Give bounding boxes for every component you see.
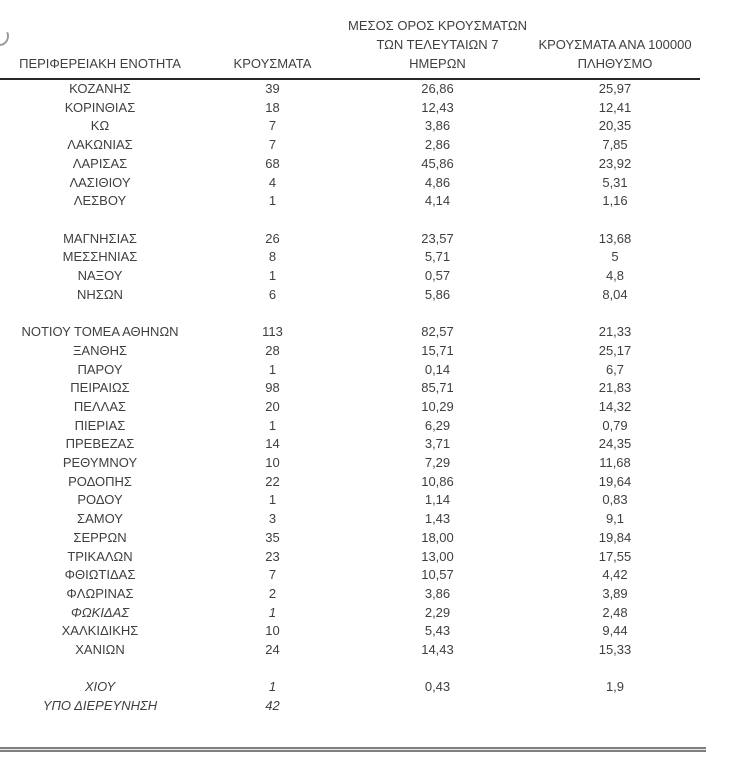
- cell-cases: [200, 660, 345, 679]
- cell-per-100000: 21,33: [598, 324, 632, 340]
- cell-cases: 10: [265, 455, 280, 471]
- cell-cases: 35: [265, 529, 280, 545]
- cell-region: ΝΟΤΙΟΥ ΤΟΜΕΑ ΑΘΗΝΩΝ: [21, 324, 179, 340]
- table-row: [0, 79, 700, 99]
- bottom-double-rule: [0, 747, 706, 752]
- cell-cases: 1: [268, 604, 277, 620]
- cell-7day-average: 0,14: [424, 361, 451, 377]
- cell-per-100000: 24,35: [598, 436, 632, 452]
- table-row: [0, 678, 700, 697]
- table-row: [0, 548, 700, 567]
- column-header-cases: [200, 16, 345, 79]
- cell-7day-average: [345, 697, 530, 716]
- spacer-row: [0, 304, 700, 323]
- cell-cases: 42: [265, 698, 280, 714]
- cell-region: ΛΑΡΙΣΑΣ: [72, 155, 128, 171]
- table-row: [0, 604, 700, 623]
- cell-7day-average: 5,71: [424, 249, 451, 265]
- cell-per-100000: 4,42: [602, 567, 628, 583]
- cell-region: ΦΩΚΙΔΑΣ: [70, 604, 130, 620]
- table-row: [0, 529, 700, 548]
- cell-7day-average: 45,86: [421, 155, 454, 171]
- cell-per-100000: 7,85: [602, 137, 628, 153]
- cell-region: ΛΕΣΒΟΥ: [73, 193, 127, 209]
- cell-per-100000: 13,68: [598, 230, 632, 246]
- cell-7day-average: 82,57: [421, 324, 454, 340]
- cell-cases: 7: [268, 137, 277, 153]
- cell-7day-average: 18,00: [421, 529, 454, 545]
- cell-region: ΚΟΡΙΝΘΙΑΣ: [64, 99, 136, 115]
- cell-7day-average: 5,86: [424, 286, 451, 302]
- table-row: [0, 622, 700, 641]
- table-row: [0, 697, 700, 716]
- table-row: [0, 248, 700, 267]
- cell-per-100000: 11,68: [599, 455, 631, 471]
- cell-cases: 24: [265, 642, 280, 658]
- column-header-line: ΗΜΕΡΩΝ: [409, 56, 466, 71]
- cell-cases: 10: [265, 623, 280, 639]
- table-body: [0, 79, 700, 716]
- cell-region: ΦΘΙΩΤΙΔΑΣ: [64, 567, 136, 583]
- cell-per-100000: 5: [611, 249, 619, 265]
- table-row: [0, 379, 700, 398]
- cell-7day-average: 1,43: [424, 511, 451, 527]
- cell-cases: 1: [268, 492, 277, 508]
- cell-7day-average: 10,29: [421, 398, 454, 414]
- cell-cases: 1: [268, 193, 277, 209]
- spacer-row: [0, 660, 700, 679]
- cell-7day-average: 5,43: [424, 623, 451, 639]
- table-row: [0, 473, 700, 492]
- column-header-line: ΠΕΡΙΦΕΡΕΙΑΚΗ ΕΝΟΤΗΤΑ: [19, 56, 181, 71]
- cell-cases: [200, 304, 345, 323]
- table-row: [0, 99, 700, 118]
- table-row: [0, 641, 700, 660]
- cell-cases: 1: [268, 417, 277, 433]
- table-row: [0, 267, 700, 286]
- cell-cases: [200, 211, 345, 230]
- cell-per-100000: [530, 211, 700, 230]
- cell-per-100000: 6,7: [605, 361, 625, 377]
- column-header-7-day-average: [345, 16, 530, 79]
- table-row: [0, 136, 700, 155]
- cell-per-100000: 4,8: [605, 268, 625, 284]
- cell-region: ΡΟΔΟΥ: [77, 492, 123, 508]
- cell-region: ΤΡΙΚΑΛΩΝ: [67, 548, 133, 564]
- cell-per-100000: 15,33: [598, 642, 632, 658]
- cell-7day-average: [345, 660, 530, 679]
- table-row: [0, 566, 700, 585]
- cell-cases: 28: [265, 342, 280, 358]
- cell-region: ΚΩ: [90, 118, 110, 134]
- cell-per-100000: 23,92: [598, 155, 632, 171]
- table-row: [0, 174, 700, 193]
- cell-region: ΠΑΡΟΥ: [77, 361, 123, 377]
- cell-region: ΛΑΣΙΘΙΟΥ: [69, 174, 131, 190]
- cell-cases: 22: [265, 473, 280, 489]
- cell-region: ΥΠΟ ΔΙΕΡΕΥΝΗΣΗ: [42, 698, 158, 714]
- cell-region: ΧΙΟΥ: [84, 679, 116, 695]
- cell-per-100000: 12,41: [598, 99, 632, 115]
- cell-cases: 68: [265, 155, 280, 171]
- cell-cases: 1: [268, 679, 277, 695]
- cell-7day-average: 15,71: [421, 342, 454, 358]
- cell-per-100000: [530, 304, 700, 323]
- cell-per-100000: 21,83: [598, 380, 632, 396]
- cell-cases: 39: [265, 81, 280, 96]
- cell-per-100000: 14,32: [598, 398, 632, 414]
- table-row: [0, 286, 700, 305]
- cell-region: ΞΑΝΘΗΣ: [72, 342, 128, 358]
- cell-region: ΠΕΛΛΑΣ: [73, 398, 127, 414]
- cell-7day-average: 4,86: [424, 174, 451, 190]
- cell-7day-average: 12,43: [421, 99, 454, 115]
- cell-per-100000: 9,1: [605, 511, 625, 527]
- cases-table: [0, 16, 700, 716]
- cell-7day-average: 10,86: [421, 473, 454, 489]
- cell-cases: 23: [265, 548, 280, 564]
- table-row: [0, 323, 700, 342]
- cell-cases: 18: [265, 99, 280, 115]
- cell-region: ΦΛΩΡΙΝΑΣ: [66, 585, 134, 601]
- cell-region: ΣΕΡΡΩΝ: [73, 529, 127, 545]
- column-header-cases-per-100000: [530, 16, 700, 79]
- cell-7day-average: 0,57: [424, 268, 451, 284]
- cell-region: [0, 211, 200, 230]
- column-header-line: ΠΛΗΘΥΣΜΟ: [577, 56, 653, 71]
- cell-7day-average: 13,00: [421, 548, 454, 564]
- table-row: [0, 454, 700, 473]
- cell-7day-average: 2,29: [424, 604, 451, 620]
- cell-7day-average: [345, 211, 530, 230]
- cell-cases: 26: [265, 230, 280, 246]
- cell-cases: 8: [268, 249, 277, 265]
- cell-7day-average: 7,29: [424, 455, 451, 471]
- table-row: [0, 398, 700, 417]
- cell-cases: 20: [265, 398, 280, 414]
- cell-cases: 7: [268, 567, 277, 583]
- table-row: [0, 510, 700, 529]
- table-row: [0, 435, 700, 454]
- cell-cases: 7: [268, 118, 277, 134]
- cell-per-100000: 1,16: [602, 193, 628, 209]
- cell-region: [0, 660, 200, 679]
- cell-per-100000: 3,89: [602, 585, 628, 601]
- column-header-line: ΤΩΝ ΤΕΛΕΥΤΑΙΩΝ 7: [376, 37, 499, 52]
- cell-7day-average: 85,71: [421, 380, 454, 396]
- cell-region: ΠΡΕΒΕΖΑΣ: [65, 436, 135, 452]
- spacer-row: [0, 211, 700, 230]
- cell-per-100000: 17,55: [598, 548, 632, 564]
- column-header-line: ΜΕΣΟΣ ΟΡΟΣ ΚΡΟΥΣΜΑΤΩΝ: [348, 18, 527, 33]
- cell-cases: 1: [268, 361, 277, 377]
- cell-cases: 2: [268, 585, 277, 601]
- cell-7day-average: 3,71: [424, 436, 451, 452]
- cell-region: [0, 304, 200, 323]
- cell-per-100000: 5,31: [602, 174, 628, 190]
- cell-7day-average: 26,86: [421, 81, 454, 96]
- cell-7day-average: 3,86: [424, 585, 451, 601]
- cell-region: ΜΕΣΣΗΝΙΑΣ: [62, 249, 138, 265]
- cell-region: ΝΗΣΩΝ: [77, 286, 123, 302]
- cell-per-100000: [530, 660, 700, 679]
- table-row: [0, 585, 700, 604]
- cell-per-100000: 25,17: [598, 342, 632, 358]
- table-row: [0, 155, 700, 174]
- cell-7day-average: 3,86: [424, 118, 451, 134]
- cell-region: ΡΟΔΟΠΗΣ: [68, 473, 132, 489]
- cell-region: ΧΑΛΚΙΔΙΚΗΣ: [61, 623, 139, 639]
- cell-cases: 98: [265, 380, 280, 396]
- cell-cases: 1: [268, 268, 277, 284]
- cell-7day-average: [345, 304, 530, 323]
- cell-region: ΚΟΖΑΝΗΣ: [69, 81, 131, 96]
- cell-region: ΜΑΓΝΗΣΙΑΣ: [63, 230, 137, 246]
- table-row: [0, 342, 700, 361]
- cell-region: ΧΑΝΙΩΝ: [75, 642, 125, 658]
- cell-per-100000: 1,9: [605, 679, 625, 695]
- cell-cases: 6: [268, 286, 277, 302]
- cell-7day-average: 6,29: [424, 417, 451, 433]
- cell-region: ΠΙΕΡΙΑΣ: [74, 417, 126, 433]
- cell-per-100000: 8,04: [602, 286, 628, 302]
- column-header-line: ΚΡΟΥΣΜΑΤΑ ΑΝΑ 100000: [538, 37, 692, 52]
- cell-region: ΡΕΘΥΜΝΟΥ: [62, 455, 138, 471]
- cell-cases: 4: [268, 174, 277, 190]
- cell-per-100000: 2,48: [602, 604, 628, 620]
- column-header-line: ΚΡΟΥΣΜΑΤΑ: [233, 56, 312, 71]
- cell-7day-average: 0,43: [424, 679, 451, 695]
- cell-per-100000: 19,84: [598, 529, 632, 545]
- cell-cases: 14: [265, 436, 280, 452]
- cell-per-100000: 20,35: [598, 118, 632, 134]
- cell-7day-average: 10,57: [421, 567, 454, 583]
- cell-7day-average: 14,43: [421, 642, 454, 658]
- cell-per-100000: [530, 697, 700, 716]
- header-row: [0, 16, 700, 79]
- table-row: [0, 117, 700, 136]
- table-row: [0, 417, 700, 436]
- table-row: [0, 491, 700, 510]
- cell-7day-average: 4,14: [424, 193, 451, 209]
- table-row: [0, 192, 700, 211]
- cell-region: ΛΑΚΩΝΙΑΣ: [67, 137, 133, 153]
- table-row: [0, 230, 700, 249]
- table-row: [0, 361, 700, 380]
- cell-per-100000: 0,83: [602, 492, 628, 508]
- cell-region: ΝΑΞΟΥ: [77, 268, 123, 284]
- cell-cases: 113: [262, 324, 283, 340]
- cell-per-100000: 0,79: [602, 417, 628, 433]
- cell-7day-average: 2,86: [424, 137, 451, 153]
- column-header-regional-unit: [0, 16, 200, 79]
- cell-per-100000: 19,64: [598, 473, 632, 489]
- cell-7day-average: 23,57: [421, 230, 454, 246]
- cell-cases: 3: [268, 511, 277, 527]
- cell-per-100000: 25,97: [598, 81, 632, 96]
- cell-region: ΠΕΙΡΑΙΩΣ: [70, 380, 130, 396]
- cell-per-100000: 9,44: [602, 623, 628, 639]
- cell-7day-average: 1,14: [424, 492, 451, 508]
- cell-region: ΣΑΜΟΥ: [77, 511, 123, 527]
